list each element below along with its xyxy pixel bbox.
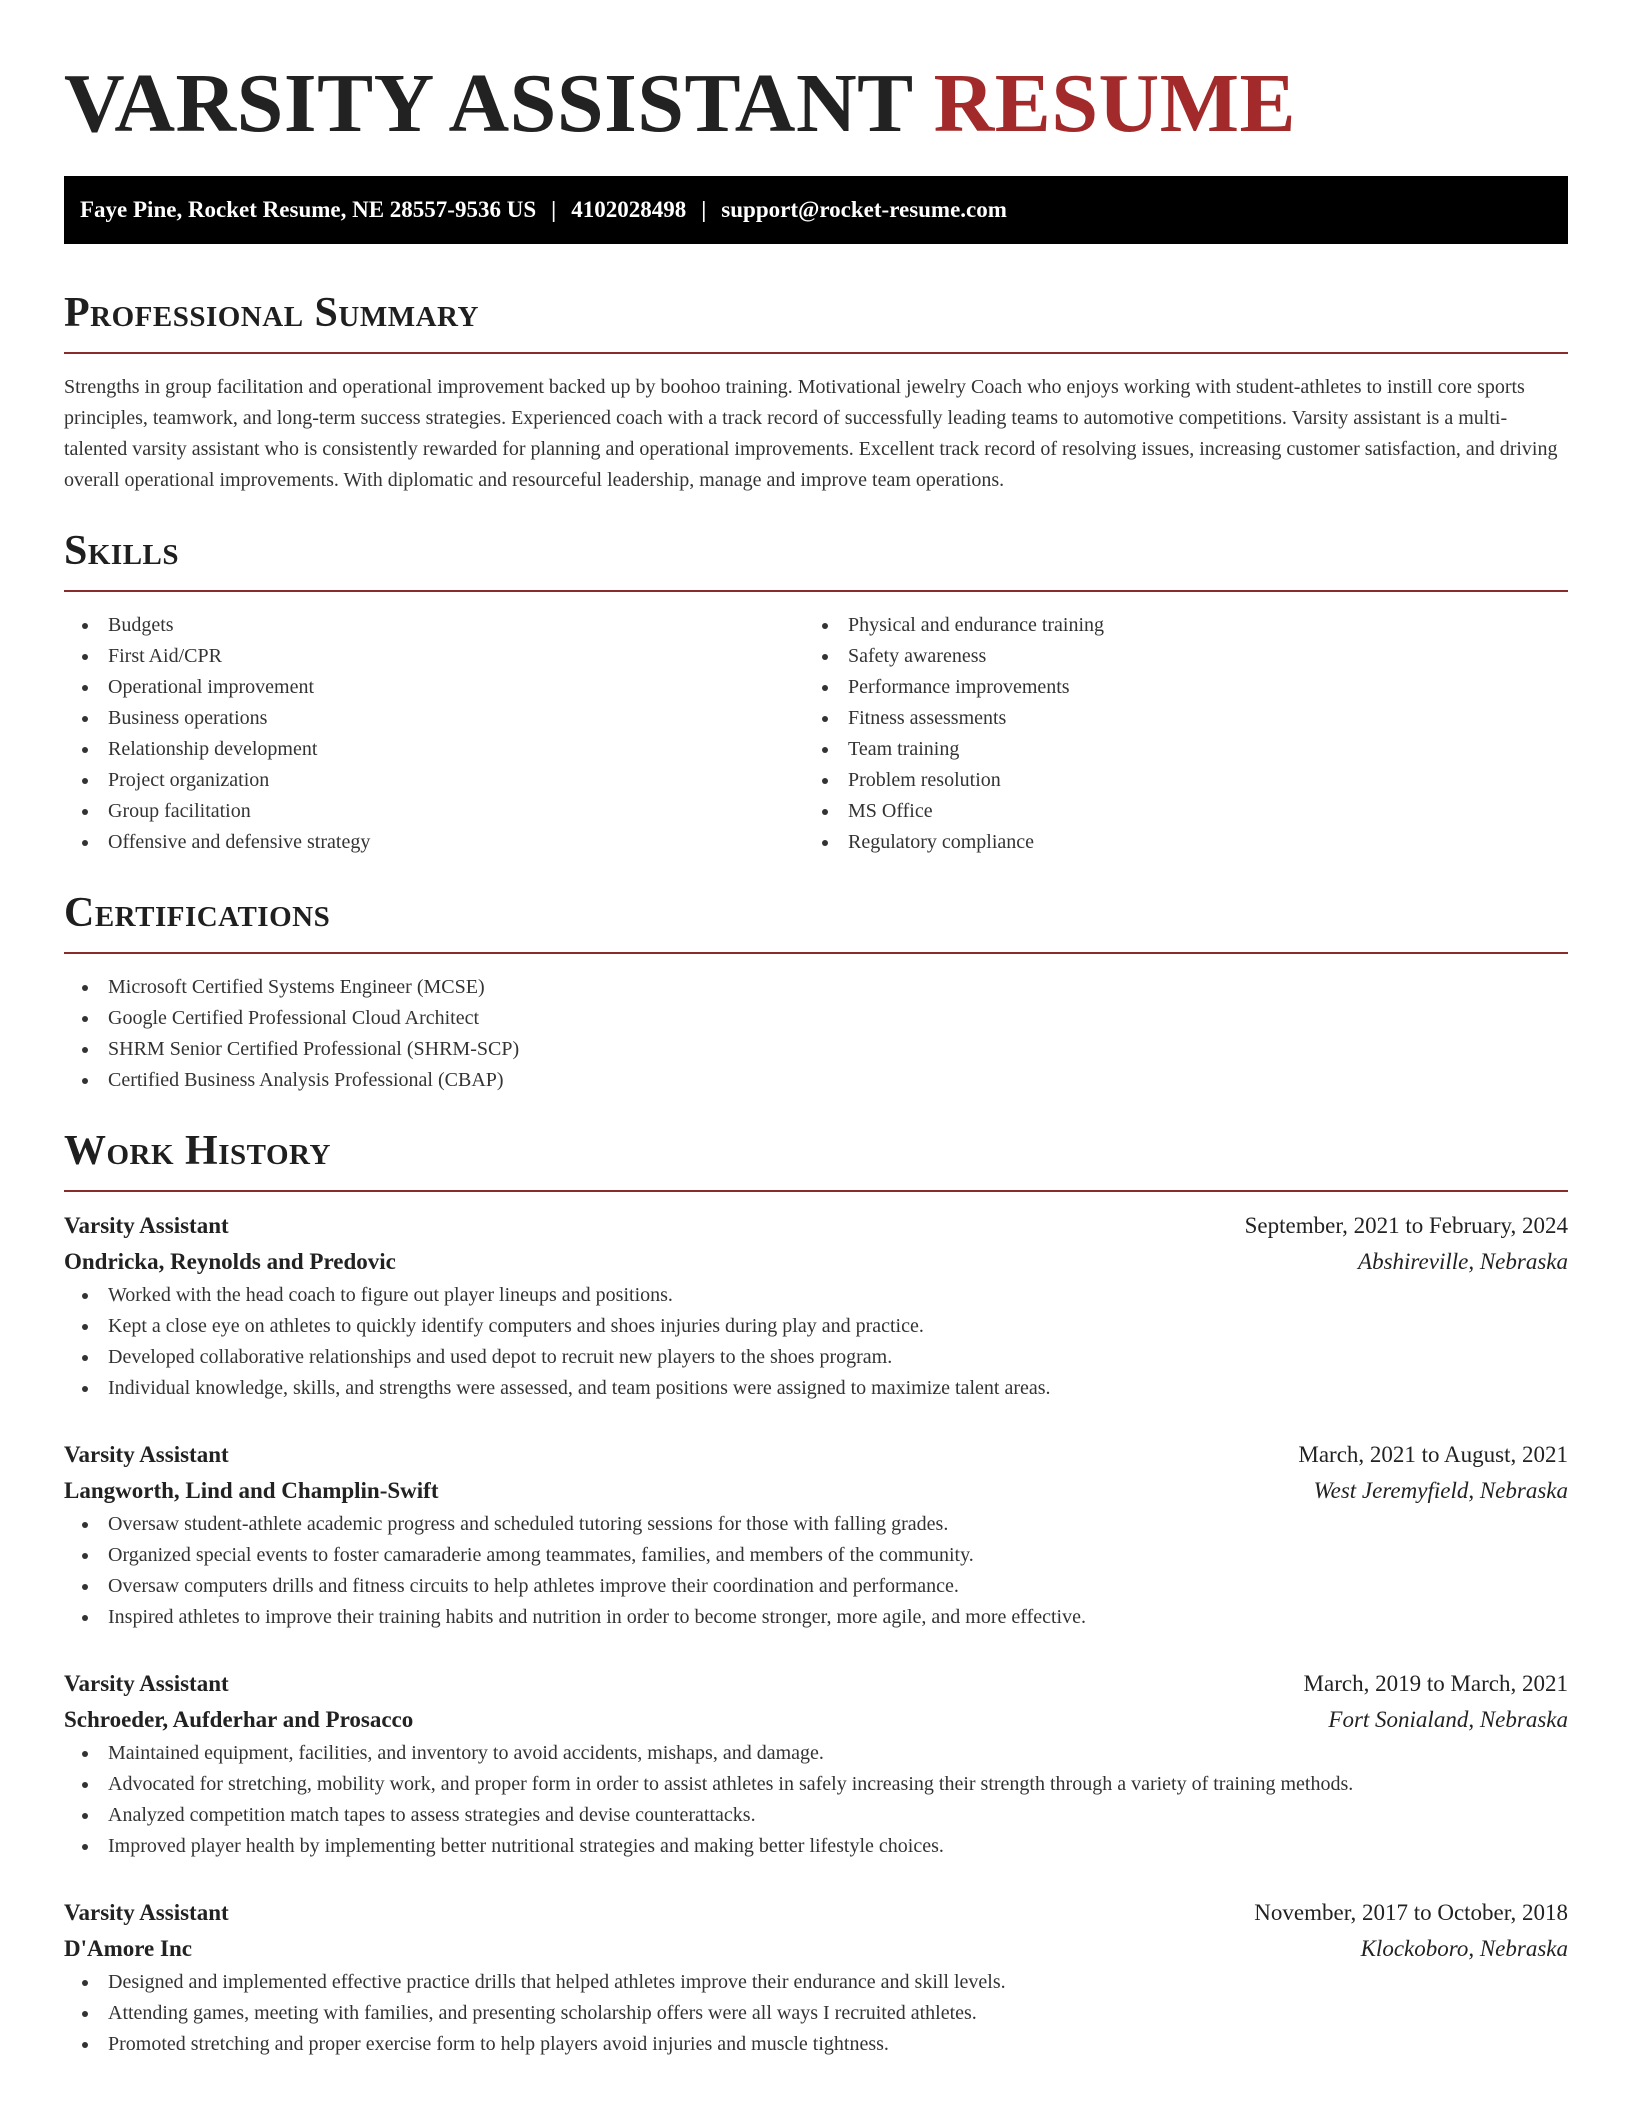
job-subheader: [64, 1931, 1568, 1967]
skill-item: Team training: [804, 734, 1544, 765]
skill-item: Budgets: [64, 610, 804, 641]
skill-item: Physical and endurance training: [804, 610, 1544, 641]
contact-email: support@rocket-resume.com: [721, 197, 1007, 222]
job-dates: September, 2021 to February, 2024: [1244, 1213, 1568, 1238]
job-entry: [64, 1666, 1568, 1862]
summary-section: [64, 288, 1568, 496]
certifications-section: [64, 888, 1568, 1096]
skill-item: First Aid/CPR: [64, 641, 804, 672]
job-duty: Attending games, meeting with families, and presenting scholarship offers were all ways I recruited athletes.: [64, 1998, 1568, 2029]
section-divider: [64, 952, 1568, 954]
job-subheader: [64, 1244, 1568, 1280]
section-title-certifications: Certifications: [64, 890, 331, 936]
job-duty: Inspired athletes to improve their training habits and nutrition in order to become stronger, more agile, and more effective.: [64, 1602, 1568, 1633]
skills-list-right: [804, 610, 1544, 858]
job-header: [64, 1208, 1568, 1244]
skills-list-left: [64, 610, 804, 858]
resume-title-main: VARSITY ASSISTANT: [64, 57, 913, 150]
job-location: West Jeremyfield, Nebraska: [1313, 1478, 1568, 1503]
job-duty: Worked with the head coach to figure out player lineups and positions.: [64, 1280, 1568, 1311]
job-duties-list: [64, 1509, 1568, 1633]
job-title: Varsity Assistant: [64, 1671, 229, 1696]
section-title-work-history: Work History: [64, 1128, 331, 1174]
job-entry: [64, 1437, 1568, 1633]
job-company: Ondricka, Reynolds and Predovic: [64, 1249, 396, 1274]
skill-item: Performance improvements: [804, 672, 1544, 703]
skill-item: Business operations: [64, 703, 804, 734]
job-duty: Improved player health by implementing better nutritional strategies and making better lifestyle choices.: [64, 1831, 1568, 1862]
certifications-list: [64, 972, 1568, 1096]
job-company: Schroeder, Aufderhar and Prosacco: [64, 1707, 414, 1732]
job-duty: Kept a close eye on athletes to quickly identify computers and shoes injuries during play and practice.: [64, 1311, 1568, 1342]
job-duty: Organized special events to foster camaraderie among teammates, families, and members of the community.: [64, 1540, 1568, 1571]
skill-item: Fitness assessments: [804, 703, 1544, 734]
job-duty: Developed collaborative relationships and used depot to recruit new players to the shoes program.: [64, 1342, 1568, 1373]
certification-item: Google Certified Professional Cloud Architect: [64, 1003, 1568, 1034]
job-duty: Individual knowledge, skills, and strengths were assessed, and team positions were assigned to maximize talent areas.: [64, 1373, 1568, 1404]
skill-item: Safety awareness: [804, 641, 1544, 672]
job-entry: [64, 1895, 1568, 2060]
skill-item: Regulatory compliance: [804, 827, 1544, 858]
job-entry: [64, 1208, 1568, 1404]
skill-item: MS Office: [804, 796, 1544, 827]
contact-phone: 4102028498: [571, 197, 687, 222]
job-duty: Oversaw computers drills and fitness circuits to help athletes improve their coordination and performance.: [64, 1571, 1568, 1602]
contact-separator: |: [701, 197, 707, 222]
contact-address: Faye Pine, Rocket Resume, NE 28557-9536 US: [80, 197, 537, 222]
contact-bar: [64, 176, 1568, 244]
job-duties-list: [64, 1280, 1568, 1404]
skill-item: Group facilitation: [64, 796, 804, 827]
resume-title: [64, 0, 1568, 150]
skill-item: Offensive and defensive strategy: [64, 827, 804, 858]
skill-item: Relationship development: [64, 734, 804, 765]
skill-item: Problem resolution: [804, 765, 1544, 796]
job-duty: Advocated for stretching, mobility work, and proper form in order to assist athletes in safely increasing their strength through a variety of training methods.: [64, 1769, 1568, 1800]
section-title-summary: Professional Summary: [64, 290, 479, 336]
job-duties-list: [64, 1967, 1568, 2060]
job-location: Abshireville, Nebraska: [1358, 1249, 1568, 1274]
job-title: Varsity Assistant: [64, 1442, 229, 1467]
job-duties-list: [64, 1738, 1568, 1862]
job-header: [64, 1437, 1568, 1473]
skill-item: Operational improvement: [64, 672, 804, 703]
job-duty: Analyzed competition match tapes to assess strategies and devise counterattacks.: [64, 1800, 1568, 1831]
section-divider: [64, 1190, 1568, 1192]
job-dates: March, 2021 to August, 2021: [1298, 1442, 1568, 1467]
contact-separator: |: [551, 197, 557, 222]
job-header: [64, 1666, 1568, 1702]
job-company: D'Amore Inc: [64, 1936, 192, 1961]
job-duty: Maintained equipment, facilities, and inventory to avoid accidents, mishaps, and damage.: [64, 1738, 1568, 1769]
skills-section: [64, 526, 1568, 858]
job-duty: Designed and implemented effective practice drills that helped athletes improve their endurance and skill levels.: [64, 1967, 1568, 1998]
job-company: Langworth, Lind and Champlin-Swift: [64, 1478, 439, 1503]
job-dates: November, 2017 to October, 2018: [1254, 1900, 1568, 1925]
job-title: Varsity Assistant: [64, 1900, 229, 1925]
job-header: [64, 1895, 1568, 1931]
certification-item: Microsoft Certified Systems Engineer (MCSE): [64, 972, 1568, 1003]
skills-grid: [64, 610, 1568, 858]
job-duty: Oversaw student-athlete academic progress and scheduled tutoring sessions for those with falling grades.: [64, 1509, 1568, 1540]
work-history-section: [64, 1126, 1568, 2060]
certification-item: SHRM Senior Certified Professional (SHRM-SCP): [64, 1034, 1568, 1065]
job-subheader: [64, 1702, 1568, 1738]
job-location: Fort Sonialand, Nebraska: [1328, 1707, 1568, 1732]
job-dates: March, 2019 to March, 2021: [1303, 1671, 1568, 1696]
job-title: Varsity Assistant: [64, 1213, 229, 1238]
section-divider: [64, 352, 1568, 354]
job-subheader: [64, 1473, 1568, 1509]
skill-item: Project organization: [64, 765, 804, 796]
certification-item: Certified Business Analysis Professional (CBAP): [64, 1065, 1568, 1096]
job-duty: Promoted stretching and proper exercise form to help players avoid injuries and muscle tightness.: [64, 2029, 1568, 2060]
section-title-skills: Skills: [64, 528, 180, 574]
summary-text: Strengths in group facilitation and operational improvement backed up by boohoo training. Motivational jewelry Coach who enjoys working with student-athletes to instill core sports principles, teamwork, and long-term success strategies. Experienced coach with a track record of successfully leading teams to automotive competitions. Varsity assistant is a multi-talented varsity assistant who is consistently rewarded for planning and operational improvements. Excellent track record of resolving issues, increasing customer satisfaction, and driving overall operational improvements. With diplomatic and resourceful leadership, manage and improve team operations.: [64, 376, 1558, 491]
job-location: Klockoboro, Nebraska: [1360, 1936, 1568, 1961]
resume-title-accent: RESUME: [933, 57, 1297, 150]
section-divider: [64, 590, 1568, 592]
